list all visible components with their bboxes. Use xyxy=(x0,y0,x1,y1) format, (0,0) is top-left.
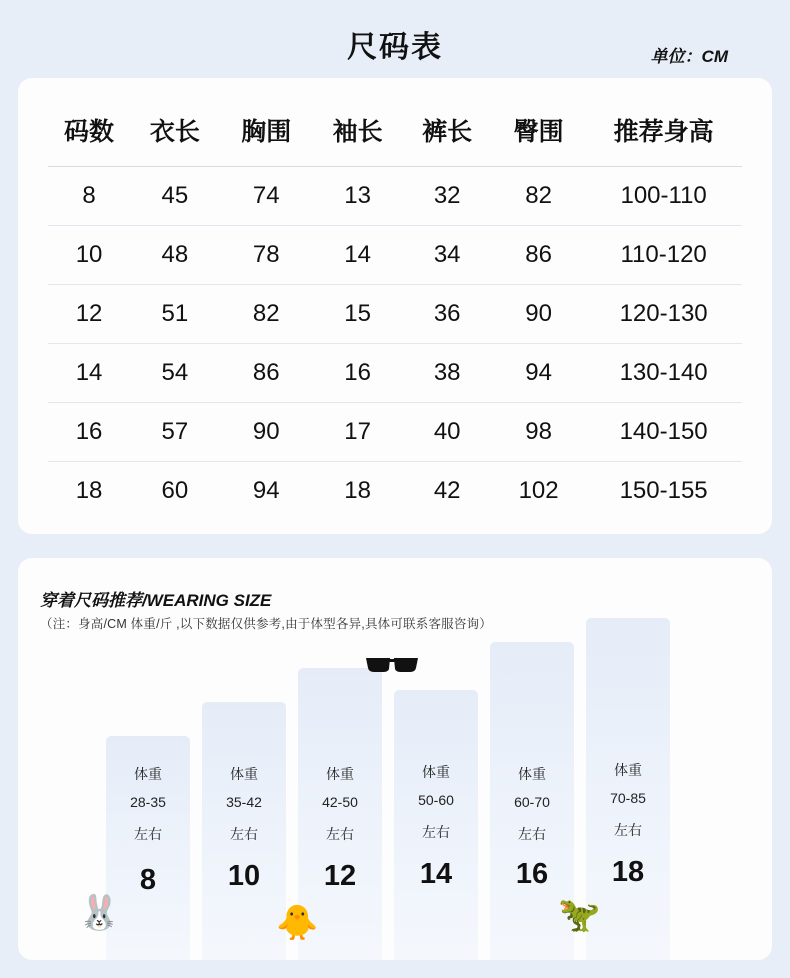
cell-length: 45 xyxy=(130,167,220,226)
cell-height: 130-140 xyxy=(585,344,742,403)
sunglasses-icon xyxy=(364,655,420,675)
cell-sleeve: 13 xyxy=(313,167,403,226)
approx-label: 左右 xyxy=(614,822,642,838)
page-title: 尺码表 xyxy=(347,31,443,64)
cell-height: 110-120 xyxy=(585,226,742,285)
cell-pants: 32 xyxy=(402,167,492,226)
cell-code: 18 xyxy=(75,477,103,504)
cell-bust: 86 xyxy=(220,344,313,403)
weight-label: 体重 xyxy=(614,762,642,778)
cell-length: 60 xyxy=(161,477,189,504)
cell-code: 8 xyxy=(48,167,130,226)
cell-sleeve: 15 xyxy=(313,285,403,344)
table-row xyxy=(48,344,742,403)
table-row xyxy=(48,167,742,226)
weight-label: 体重 xyxy=(326,766,354,782)
table-row xyxy=(48,226,742,285)
chick-mascot: 🐥 xyxy=(276,904,319,942)
cell-length: 51 xyxy=(130,285,220,344)
weight-label: 体重 xyxy=(230,766,258,782)
cell-hip: 94 xyxy=(492,344,585,403)
cell-code: 16 xyxy=(48,403,130,462)
approx-label: 左右 xyxy=(422,824,450,840)
cell-code: 10 xyxy=(48,226,130,285)
weight-label: 体重 xyxy=(518,766,546,782)
cell-sleeve: 14 xyxy=(313,226,403,285)
rabbit-mascot: 🐰 xyxy=(78,894,121,932)
cell-sleeve: 17 xyxy=(313,403,403,462)
approx-label: 左右 xyxy=(326,826,354,842)
table-row xyxy=(48,285,742,344)
size-table-card xyxy=(18,78,772,534)
weight-value: 60-70 xyxy=(514,794,550,810)
column-header-sleeve: 袖长 xyxy=(313,96,403,167)
dinosaur-mascot: 🦖 xyxy=(558,896,601,934)
cell-pants: 38 xyxy=(402,344,492,403)
column-header-code: 码数 xyxy=(48,96,130,167)
table-row xyxy=(48,403,742,462)
weight-value: 28-35 xyxy=(130,794,166,810)
cell-bust: 82 xyxy=(220,285,313,344)
cell-hip: 98 xyxy=(492,403,585,462)
column-header-pants: 裤长 xyxy=(402,96,492,167)
cell-bust: 78 xyxy=(220,226,313,285)
cell-sleeve: 16 xyxy=(313,344,403,403)
weight-label: 体重 xyxy=(422,764,450,780)
size-bar-14 xyxy=(394,690,478,960)
column-header-length: 衣长 xyxy=(130,96,220,167)
column-header-bust: 胸围 xyxy=(220,96,313,167)
cell-bust: 90 xyxy=(220,403,313,462)
cell-pants: 36 xyxy=(402,285,492,344)
cell-pants: 34 xyxy=(402,226,492,285)
wearing-size-card xyxy=(18,558,772,960)
weight-value: 35-42 xyxy=(226,794,262,810)
weight-label: 体重 xyxy=(134,766,162,782)
cell-sleeve: 18 xyxy=(344,477,371,504)
cell-length: 57 xyxy=(130,403,220,462)
table-row xyxy=(48,462,742,521)
unit-label: 单位：CM xyxy=(650,47,728,66)
cell-bust: 94 xyxy=(252,477,280,504)
approx-label: 左右 xyxy=(134,826,162,842)
approx-label: 左右 xyxy=(518,826,546,842)
column-header-hip: 臀围 xyxy=(492,96,585,167)
size-number: 8 xyxy=(139,864,157,896)
cell-height: 120-130 xyxy=(585,285,742,344)
cell-hip: 86 xyxy=(492,226,585,285)
cell-height: 150-155 xyxy=(619,477,708,504)
cell-code: 12 xyxy=(48,285,130,344)
column-header-height: 推荐身高 xyxy=(585,96,742,167)
cell-height: 100-110 xyxy=(585,167,742,226)
approx-label: 左右 xyxy=(230,826,258,842)
page-header xyxy=(0,0,790,78)
size-number: 10 xyxy=(227,860,261,892)
wearing-size-title: 穿着尺码推荐/WEARING SIZE xyxy=(40,591,272,610)
size-table xyxy=(48,96,742,520)
size-number: 14 xyxy=(419,858,453,890)
table-header-row xyxy=(48,96,742,167)
cell-code: 14 xyxy=(48,344,130,403)
cell-hip: 90 xyxy=(492,285,585,344)
size-number: 12 xyxy=(323,860,357,892)
cell-pants: 40 xyxy=(402,403,492,462)
cell-length: 48 xyxy=(130,226,220,285)
wearing-size-note: （注：身高/CM 体重/斤 ,以下数据仅供参考,由于体型各异,具体可联系客服咨询） xyxy=(40,617,492,631)
cell-hip: 82 xyxy=(492,167,585,226)
weight-value: 42-50 xyxy=(322,794,358,810)
size-number: 16 xyxy=(515,858,549,890)
weight-value: 70-85 xyxy=(610,790,646,806)
cell-length: 54 xyxy=(130,344,220,403)
size-bar-10 xyxy=(202,702,286,960)
size-number: 18 xyxy=(611,856,645,888)
size-bar-chart xyxy=(18,558,772,960)
cell-pants: 42 xyxy=(433,477,461,504)
weight-value: 50-60 xyxy=(418,792,454,808)
cell-height: 140-150 xyxy=(585,403,742,462)
cell-bust: 74 xyxy=(220,167,313,226)
cell-hip: 102 xyxy=(518,477,559,504)
